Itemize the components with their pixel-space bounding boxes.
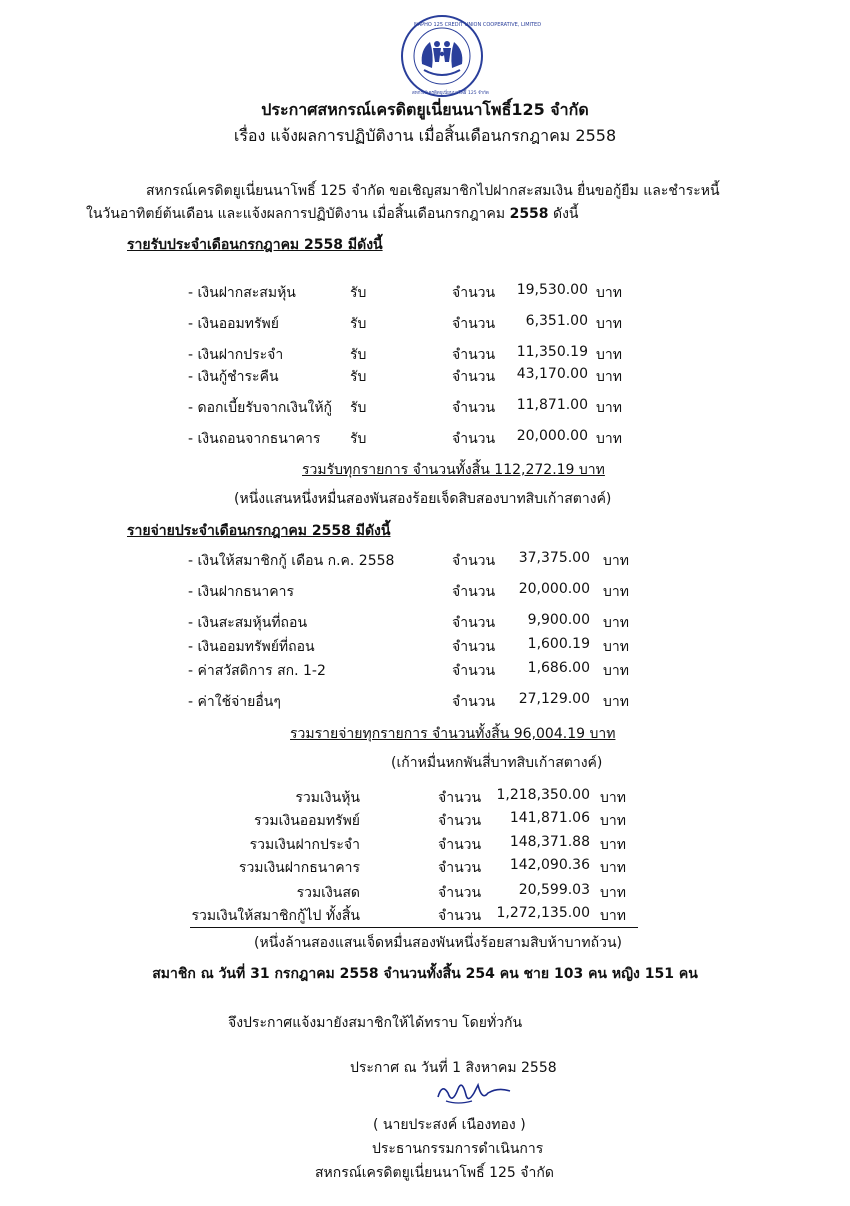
intro-line-1: สหกรณ์เครดิตยูเนี่ยนนาโพธิ์ 125 จำกัด ขอเชิญสมาชิกไปฝากสะสมเงิน ยื่นขอกู้ยืม และชำระหนี้ [146, 183, 720, 199]
table-row [0, 550, 850, 572]
row-amount: 20,000.00 [516, 428, 588, 444]
cooperative-logo [400, 14, 542, 98]
row-unit: บาท [596, 316, 622, 332]
document-subject: เรื่อง แจ้งผลการปฏิบัติงาน เมื่อสิ้นเดือนกรกฎาคม 2558 [233, 126, 617, 145]
closing-statement: จึงประกาศแจ้งมายังสมาชิกให้ได้ทราบ โดยทั่วกัน [228, 1015, 523, 1031]
row-label: - เงินฝากธนาคาร [188, 584, 294, 600]
row-amount: 20,000.00 [518, 581, 590, 597]
row-unit: บาท [600, 860, 626, 876]
row-unit: บาท [596, 431, 622, 447]
row-amount: 20,599.03 [518, 882, 590, 898]
row-label: - เงินฝากประจำ [188, 347, 284, 363]
row-label: รวมเงินสด [296, 885, 360, 901]
row-type: รับ [350, 285, 367, 301]
table-row [0, 691, 850, 713]
row-amount-label: จำนวน [452, 584, 496, 600]
row-label: - เงินฝากสะสมหุ้น [188, 285, 296, 301]
table-row [0, 787, 850, 809]
summary-total-words: (หนึ่งล้านสองแสนเจ็ดหมื่นสองพันหนึ่งร้อยสามสิบห้าบาทถ้วน) [254, 935, 622, 951]
row-unit: บาท [596, 285, 622, 301]
row-amount: 1,272,135.00 [496, 905, 590, 921]
row-unit: บาท [603, 584, 629, 600]
expense-total: รวมรายจ่ายทุกรายการ จำนวนทั้งสิ้น 96,004.19 บาท [290, 726, 616, 742]
row-amount-label: จำนวน [452, 347, 496, 363]
document-title: ประกาศสหกรณ์เครดิตยูเนี่ยนนาโพธิ์125 จำกัด [261, 100, 589, 119]
row-amount-label: จำนวน [452, 553, 496, 569]
row-type: รับ [350, 400, 367, 416]
row-label: - เงินกู้ชำระคืน [188, 369, 279, 385]
intro-line-2-pre: ในวันอาทิตย์ต้นเดือน และแจ้งผลการปฏิบัติงาน เมื่อสิ้นเดือนกรกฎาคม [86, 206, 510, 222]
table-row [0, 905, 850, 927]
row-amount-label: จำนวน [452, 639, 496, 655]
row-unit: บาท [596, 400, 622, 416]
table-row [0, 397, 850, 419]
row-amount-label: จำนวน [438, 860, 482, 876]
row-unit: บาท [603, 553, 629, 569]
row-amount-label: จำนวน [452, 694, 496, 710]
signatory-position: ประธานกรรมการดำเนินการ [372, 1141, 544, 1157]
row-type: รับ [350, 431, 367, 447]
row-type: รับ [350, 316, 367, 332]
income-total: รวมรับทุกรายการ จำนวนทั้งสิ้น 112,272.19 บาท [302, 462, 605, 478]
row-amount: 141,871.06 [509, 810, 590, 826]
expense-heading: รายจ่ายประจำเดือนกรกฎาคม 2558 มีดังนี้ [127, 523, 391, 539]
row-label: - ดอกเบี้ยรับจากเงินให้กู้ [188, 400, 333, 416]
row-label: - ค่าสวัสดิการ สก. 1-2 [188, 663, 326, 679]
row-amount: 6,351.00 [525, 313, 588, 329]
intro-line-2-post: ดังนี้ [548, 206, 579, 222]
row-unit: บาท [603, 639, 629, 655]
row-unit: บาท [596, 369, 622, 385]
row-label: - เงินถอนจากธนาคาร [188, 431, 321, 447]
row-amount: 1,600.19 [527, 636, 590, 652]
row-label: รวมเงินหุ้น [295, 790, 360, 806]
row-label: รวมเงินออมทรัพย์ [253, 813, 360, 829]
row-amount-label: จำนวน [438, 813, 482, 829]
member-count: สมาชิก ณ วันที่ 31 กรกฎาคม 2558 จำนวนทั้งสิ้น 254 คน ชาย 103 คน หญิง 151 คน [152, 966, 698, 982]
signatory-name: ( นายประสงค์ เนืองทอง ) [373, 1117, 526, 1133]
row-amount: 37,375.00 [518, 550, 590, 566]
row-label: - เงินสะสมหุ้นที่ถอน [188, 615, 308, 631]
logo-bottom-text: สหกรณ์เครดิตยูเนี่ยนนาโพธิ์ 125 จำกัด [412, 91, 489, 96]
table-row [0, 313, 850, 335]
row-amount: 11,871.00 [516, 397, 588, 413]
table-row [0, 366, 850, 388]
row-amount-label: จำนวน [438, 908, 482, 924]
row-label: - เงินออมทรัพย์ [188, 316, 279, 332]
row-amount-label: จำนวน [452, 615, 496, 631]
table-row [0, 660, 850, 682]
row-amount: 1,686.00 [527, 660, 590, 676]
row-unit: บาท [603, 615, 629, 631]
signatory-organization: สหกรณ์เครดิตยูเนี่ยนนาโพธิ์ 125 จำกัด [315, 1165, 554, 1181]
row-label: - ค่าใช้จ่ายอื่นๆ [188, 694, 281, 710]
row-amount-label: จำนวน [452, 400, 496, 416]
row-amount: 11,350.19 [516, 344, 588, 360]
row-amount: 19,530.00 [516, 282, 588, 298]
table-row [0, 282, 850, 304]
signature-image [428, 1075, 518, 1111]
row-unit: บาท [600, 813, 626, 829]
table-row [0, 428, 850, 450]
row-amount: 148,371.88 [509, 834, 590, 850]
table-row [0, 810, 850, 832]
row-amount: 43,170.00 [516, 366, 588, 382]
row-amount: 1,218,350.00 [496, 787, 590, 803]
table-row [0, 857, 850, 879]
expense-total-words: (เก้าหมื่นหกพันสี่บาทสิบเก้าสตางค์) [391, 755, 603, 771]
row-amount-label: จำนวน [452, 316, 496, 332]
announce-date: ประกาศ ณ วันที่ 1 สิงหาคม 2558 [350, 1060, 557, 1076]
row-amount: 27,129.00 [518, 691, 590, 707]
row-unit: บาท [596, 347, 622, 363]
table-row [0, 636, 850, 658]
income-heading: รายรับประจำเดือนกรกฎาคม 2558 มีดังนี้ [127, 237, 383, 253]
table-row [0, 344, 850, 366]
intro-line-2-year: 2558 [509, 206, 549, 222]
summary-divider [190, 927, 638, 928]
row-amount: 9,900.00 [527, 612, 590, 628]
row-label: - เงินให้สมาชิกกู้ เดือน ก.ค. 2558 [188, 553, 395, 569]
income-total-words: (หนึ่งแสนหนึ่งหมื่นสองพันสองร้อยเจ็ดสิบสองบาทสิบเก้าสตางค์) [234, 491, 612, 507]
row-type: รับ [350, 369, 367, 385]
row-unit: บาท [603, 663, 629, 679]
row-label: รวมเงินให้สมาชิกกู้ไป ทั้งสิ้น [191, 908, 360, 924]
row-amount: 142,090.36 [509, 857, 590, 873]
row-unit: บาท [600, 885, 626, 901]
row-type: รับ [350, 347, 367, 363]
row-unit: บาท [600, 908, 626, 924]
table-row [0, 882, 850, 904]
row-amount-label: จำนวน [452, 369, 496, 385]
row-amount-label: จำนวน [452, 663, 496, 679]
logo-ring-text: NAPHO 125 CREDIT UNION COOPERATIVE, LIMITED [414, 22, 542, 28]
table-row [0, 581, 850, 603]
table-row [0, 612, 850, 634]
row-unit: บาท [603, 694, 629, 710]
row-label: รวมเงินฝากธนาคาร [238, 860, 360, 876]
row-label: - เงินออมทรัพย์ที่ถอน [188, 639, 315, 655]
row-label: รวมเงินฝากประจำ [249, 837, 360, 853]
row-amount-label: จำนวน [438, 837, 482, 853]
table-row [0, 834, 850, 856]
row-amount-label: จำนวน [452, 285, 496, 301]
row-amount-label: จำนวน [438, 885, 482, 901]
row-amount-label: จำนวน [438, 790, 482, 806]
row-unit: บาท [600, 790, 626, 806]
intro-line-2 [86, 203, 579, 225]
row-amount-label: จำนวน [452, 431, 496, 447]
row-unit: บาท [600, 837, 626, 853]
